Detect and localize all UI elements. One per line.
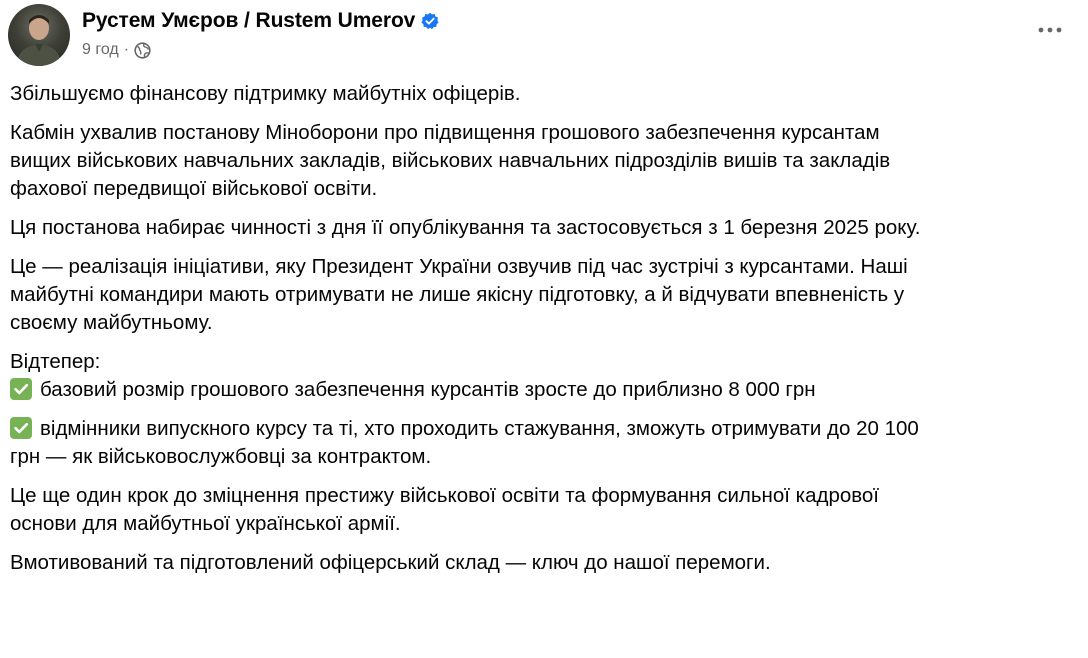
- author-row: [82, 8, 439, 34]
- more-horizontal-icon: [1032, 18, 1068, 42]
- text-line: Ця постанова набирає чинності з дня її опублікування та застосовується з 1 березня 2025 року.: [10, 216, 921, 239]
- paragraph-1: [10, 80, 1080, 108]
- bullet-text: базовий розмір грошового забезпечення курсантів зросте до приблизно 8 000 грн: [40, 378, 816, 401]
- text-line: грн — як військовослужбовці за контрактом.: [10, 445, 432, 468]
- avatar-portrait-icon: [8, 4, 70, 66]
- paragraph-3: [10, 214, 1080, 242]
- post-timestamp[interactable]: 9 год: [82, 41, 119, 58]
- globe-icon[interactable]: [134, 42, 151, 59]
- check-mark-icon: [10, 378, 32, 400]
- verified-badge-icon: [421, 12, 439, 30]
- post-meta: [82, 4, 439, 60]
- text-line: Кабмін ухвалив постанову Міноборони про підвищення грошового забезпечення курсантам: [10, 121, 880, 144]
- text-line: Відтепер:: [10, 350, 101, 373]
- paragraph-5: [10, 348, 1080, 404]
- check-mark-icon: [10, 417, 32, 439]
- paragraph-4: [10, 253, 1080, 337]
- timestamp-row: [82, 40, 439, 60]
- text-line: основи для майбутньої української армії.: [10, 512, 401, 535]
- post-header: [8, 4, 439, 68]
- separator: ·: [123, 41, 130, 58]
- text-line: Це ще один крок до зміцнення престижу військової освіти та формування сильної кадрової: [10, 484, 880, 507]
- author-name[interactable]: Рустем Умєров / Rustem Umerov: [82, 9, 416, 32]
- paragraph-7: [10, 549, 1080, 577]
- text-line: Вмотивований та підготовлений офіцерський склад — ключ до нашої перемоги.: [10, 551, 771, 574]
- text-line: фахової передвищої військової освіти.: [10, 177, 378, 200]
- paragraph-2: [10, 119, 1080, 203]
- paragraph-6: [10, 482, 1080, 538]
- bullet-item-1: [10, 376, 1080, 404]
- text-line: вищих військових навчальних закладів, військових навчальних підрозділів вишів та закладів: [10, 149, 891, 172]
- bullet-text: відмінники випускного курсу та ті, хто проходить стажування, зможуть отримувати до 20 100: [40, 417, 919, 440]
- post-body: [10, 80, 1080, 588]
- text-line: своєму майбутньому.: [10, 311, 213, 334]
- text-line: майбутні командири мають отримувати не лише якісну підготовку, а й відчувати впевненість у: [10, 283, 905, 306]
- avatar[interactable]: [8, 4, 70, 66]
- text-line: Збільшуємо фінансову підтримку майбутніх офіцерів.: [10, 82, 521, 105]
- bullet-item-2: [10, 415, 1080, 471]
- text-line: [10, 415, 1080, 443]
- text-line: Це — реалізація ініціативи, яку Президент України озвучив під час зустрічі з курсантами. Наші: [10, 255, 908, 278]
- more-options-button[interactable]: [1032, 18, 1068, 42]
